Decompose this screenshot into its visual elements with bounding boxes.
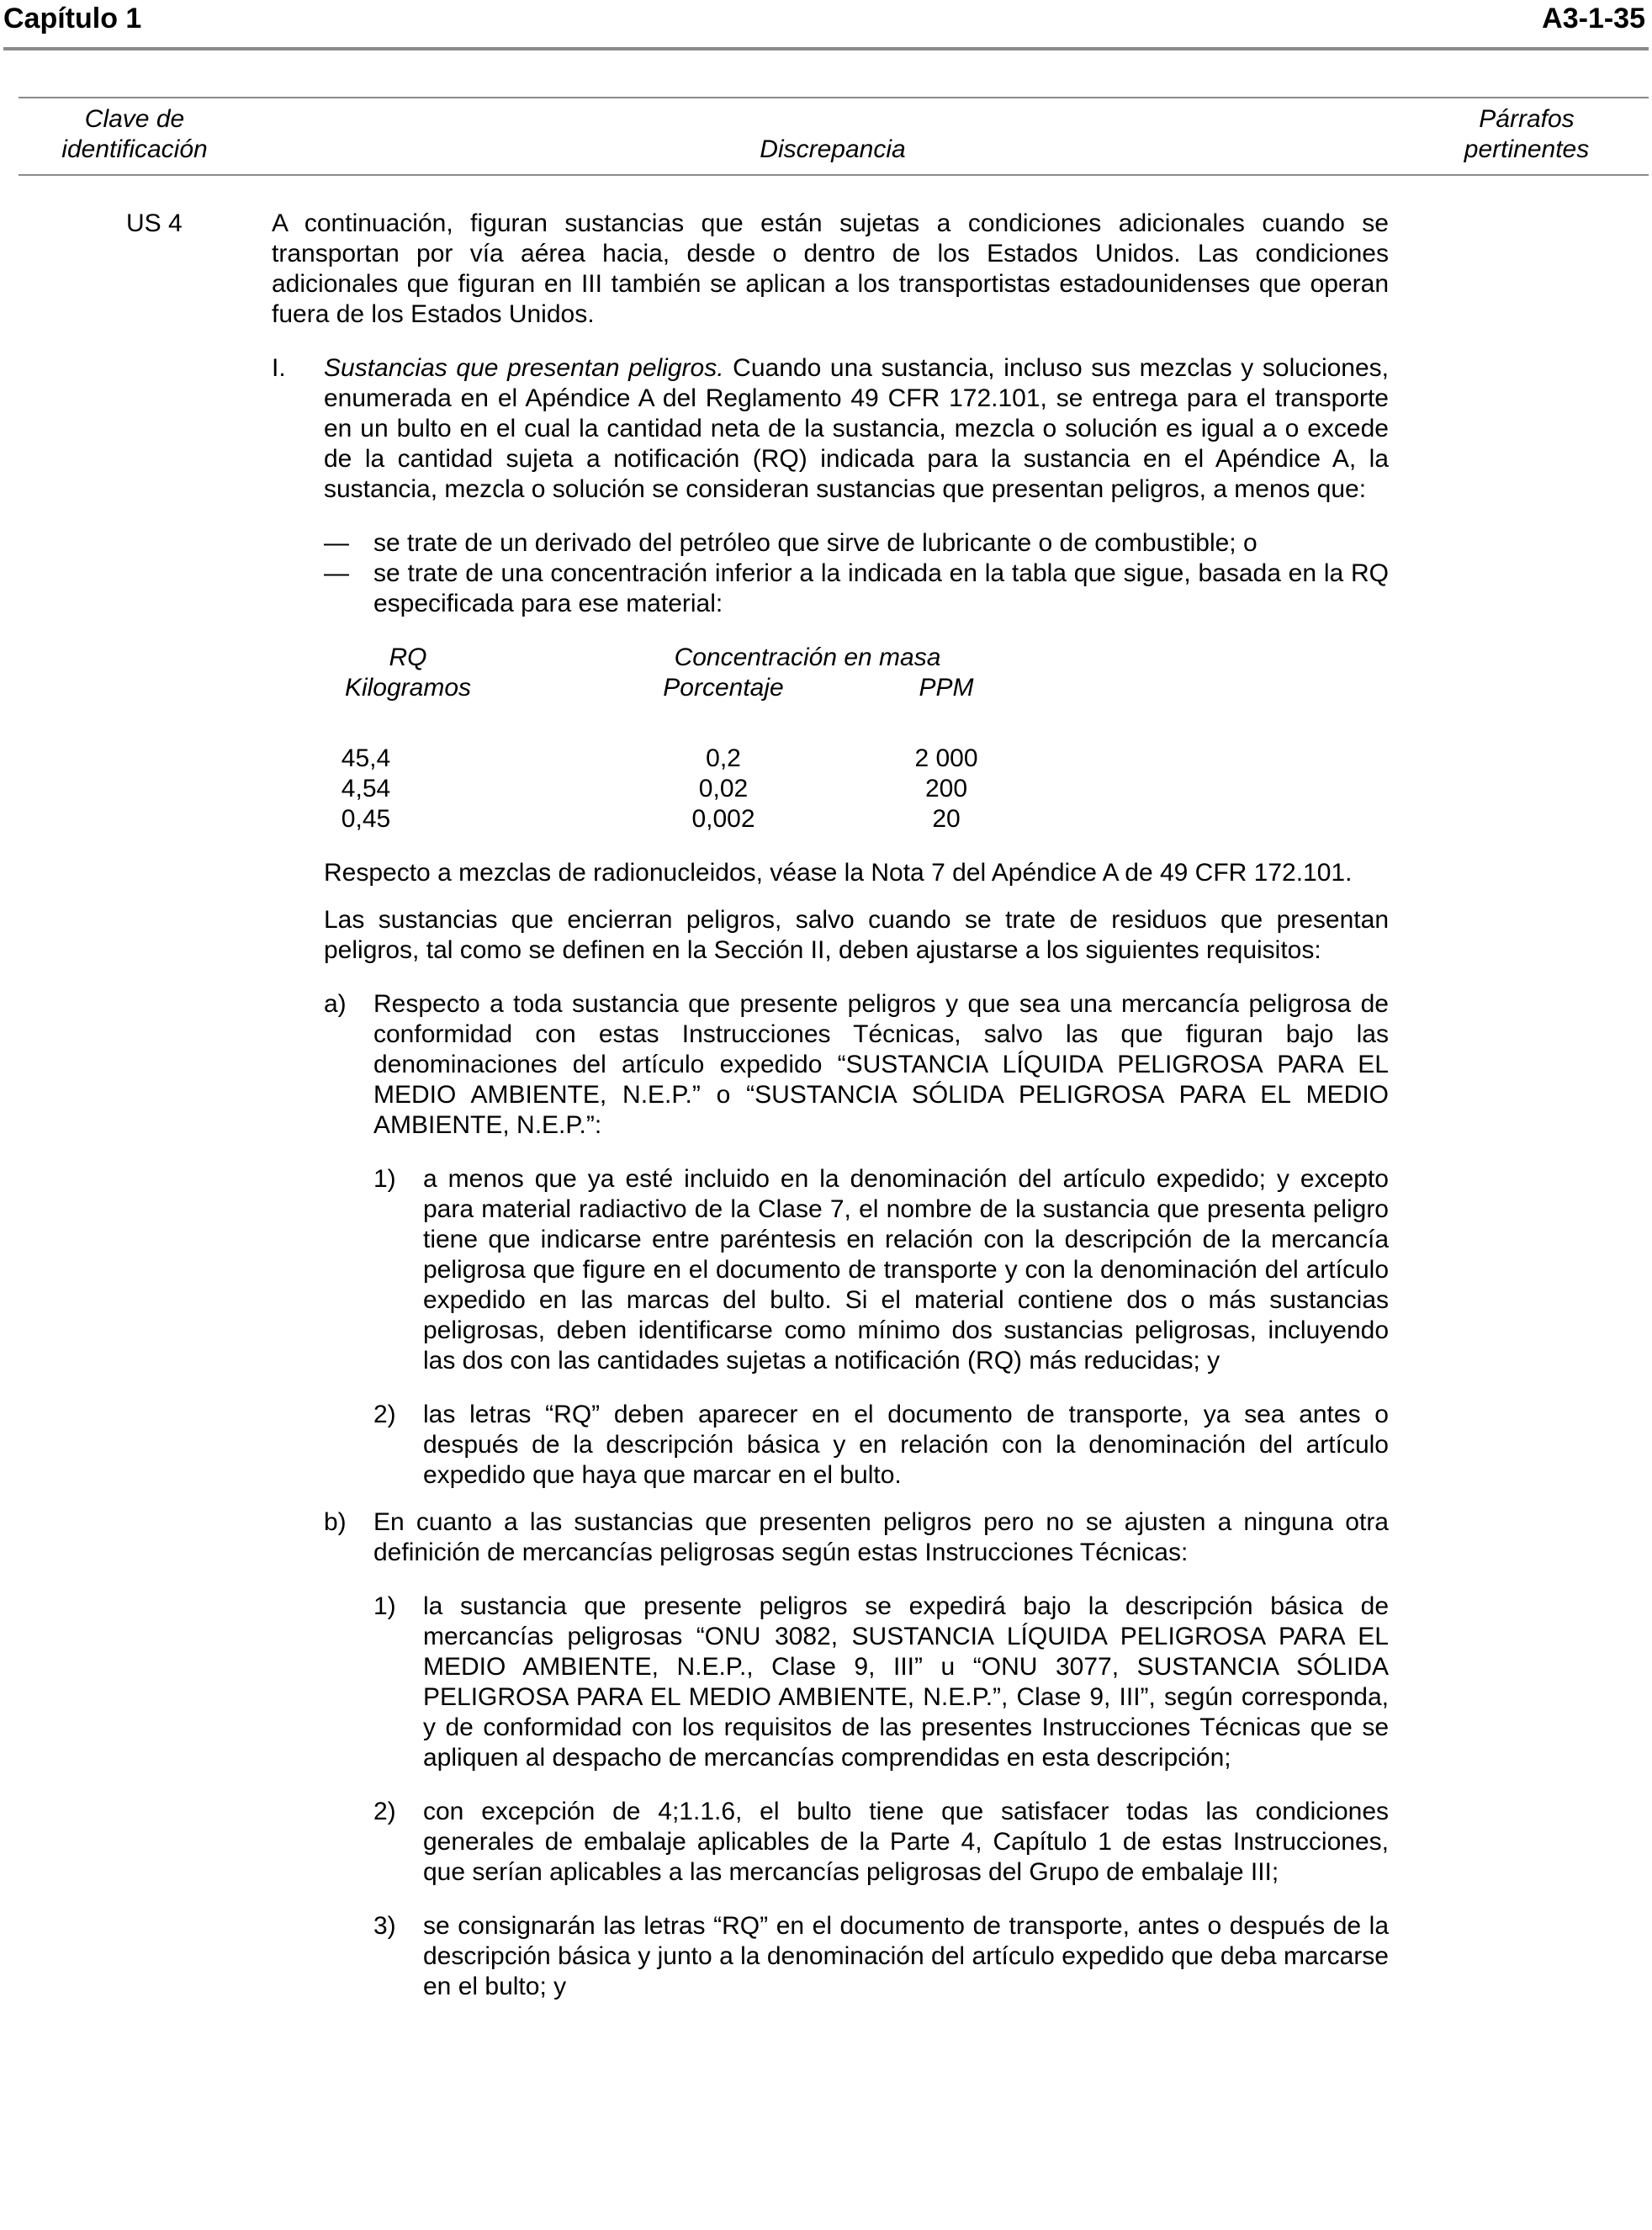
sub-item-marker: 3) [373,1912,396,1940]
sub-item-marker: 2) [373,1401,396,1428]
sub-item-marker: 1) [373,1592,396,1620]
sub-item [373,1797,1389,1888]
intro-paragraph: A continuación, figuran sustancias que están sujetas a condiciones adicionales cuando se transportan por vía aérea hacia, desde o dentro de los Estados Unidos. Las condiciones adicionales que figuran en III también se aplican a los transportistas estadounidenses que operan fuera de los Estados Unidos. [272,209,1389,328]
table-header-ppm: PPM [919,674,974,702]
header-rule [3,47,1649,50]
section-title: Sustancias que presentan peligros. [324,354,724,382]
item-b-text: En cuanto a las sustancias que presenten peligros pero no se ajusten a ninguna otra definición de mercancías peligrosas según estas Instrucciones Técnicas: [373,1508,1389,1566]
table-cell-ppm: 2 000 [914,744,978,772]
chapter-label: Capítulo 1 [3,3,142,34]
identification-key: US 4 [126,209,183,237]
item-marker: b) [324,1508,347,1536]
table-cell-kg: 45,4 [341,744,391,772]
section-body: Cuando una sustancia, incluso sus mezclas y soluciones, enumerada en el Apéndice A del Reglamento 49 CFR 172.101, se entrega para el transporte en un bulto en el cual la cantidad neta de la sustancia, mezcla o solución es igual a o excede de la cantidad sujeta a notificación (RQ) indicada para la sustancia en el Apéndice A, la sustancia, mezcla o solución se consideran sustancias que presentan peligros, a menos que: [324,354,1389,503]
item-marker: a) [324,990,347,1018]
table-header-percentage: Porcentaje [663,674,784,702]
table-cell-ppm: 20 [932,805,961,833]
section-marker: I. [272,354,286,382]
sub-item-marker: 1) [373,1165,396,1193]
table-top-rule [19,97,1649,98]
table-cell-pct: 0,02 [698,775,749,802]
item-a [324,989,1389,1141]
table-cell-pct: 0,2 [706,744,741,772]
table-header-concentration: Concentración en masa [674,644,941,671]
column-header-paragraphs [1430,104,1623,165]
exception-list [324,528,1389,619]
dash-marker: — [324,559,349,587]
column-header-key-line1: Clave de [84,105,185,133]
list-item-text: se trate de un derivado del petróleo que sirve de lubricante o de combustible; o [373,529,1258,557]
item-b [324,1507,1389,1568]
column-header-key [42,104,227,165]
column-header-key-line2: identificación [61,135,208,163]
sub-item-text: se consignarán las letras “RQ” en el documento de transporte, antes o después de la descripción básica y junto a la denominación del artículo expedido que deba marcarse en el bulto; y [423,1912,1389,2000]
item-a-text: Respecto a toda sustancia que presente peligros y que sea una mercancía peligrosa de conformidad con estas Instrucciones Técnicas, salvo las que figuran bajo las denominaciones del artículo expedido “SUSTANCIA LÍQUIDA PELIGROSA PARA EL MEDIO AMBIENTE, N.E.P.” o “SUSTANCIA SÓLIDA PELIGROSA PARA EL MEDIO AMBIENTE, N.E.P.”: [373,990,1389,1139]
sub-item-text: las letras “RQ” deben aparecer en el documento de transporte, ya sea antes o después de la descripción básica y en relación con la denominación del artículo expedido que haya que marcar en el bulto. [423,1401,1389,1489]
table-header-rule [19,174,1649,176]
table-header-rq: RQ [389,644,427,671]
list-item [324,559,1389,619]
list-item [324,528,1389,559]
sub-item-marker: 2) [373,1798,396,1825]
column-header-paragraphs-line1: Párrafos [1479,105,1575,133]
sub-item [373,1592,1389,1773]
discrepancy-text [272,209,1389,2002]
sub-item [373,1164,1389,1376]
table-cell-pct: 0,002 [691,805,755,833]
column-header-discrepancy: Discrepancia [760,135,906,163]
table-cell-kg: 0,45 [341,805,391,833]
section-i-text [324,353,1389,505]
page-reference: A3-1-35 [1542,3,1645,34]
sub-item [373,1400,1389,1491]
radionuclide-note: Respecto a mezclas de radionucleidos, véase la Nota 7 del Apéndice A de 49 CFR 172.101. [324,859,1353,887]
dash-marker: — [324,529,349,557]
table-cell-ppm: 200 [924,775,968,802]
sub-item-text: la sustancia que presente peligros se expedirá bajo la descripción básica de mercancías peligrosas “ONU 3082, SUSTANCIA LÍQUIDA PELIGROSA PARA EL MEDIO AMBIENTE, N.E.P., Clase 9, III” u “ONU 3077, SUSTANCIA SÓLIDA PELIGROSA PARA EL MEDIO AMBIENTE, N.E.P.”, Clase 9, III”, según corresponda, y de conformidad con los requisitos de las presentes Instrucciones Técnicas que se apliquen al despacho de mercancías comprendidas en esta descripción; [423,1592,1389,1772]
section-i [272,353,1389,505]
sub-item-text: con excepción de 4;1.1.6, el bulto tiene que satisfacer todas las condiciones generales de embalaje aplicables de la Parte 4, Capítulo 1 de estas Instrucciones, que serían aplicables a las mercancías peligrosas del Grupo de embalaje III; [423,1798,1389,1886]
column-header-paragraphs-line2: pertinentes [1464,135,1590,163]
sub-item-text: a menos que ya esté incluido en la denominación del artículo expedido; y excepto para material radiactivo de la Clase 7, el nombre de la sustancia que presenta peligro tiene que indicarse entre paréntesis en relación con la descripción de la mercancía peligrosa que figure en el documento de transporte y con la denominación del artículo expedido en las marcas del bulto. Si el material contiene dos o más sustancias peligrosas, deben identificarse como mínimo dos sustancias peligrosas, incluyendo las dos con las cantidades sujetas a notificación (RQ) más reducidas; y [423,1165,1389,1375]
table-cell-kg: 4,54 [341,775,391,802]
requirements-intro: Las sustancias que encierran peligros, salvo cuando se trate de residuos que presentan peligros, tal como se definen en la Sección II, deben ajustarse a los siguientes requisitos: [324,906,1389,964]
sub-item [373,1911,1389,2002]
rq-concentration-table [324,643,1389,834]
table-header-kilograms: Kilogramos [344,674,472,702]
list-item-text: se trate de una concentración inferior a la indicada en la tabla que sigue, basada en la RQ especificada para ese material: [373,559,1389,617]
